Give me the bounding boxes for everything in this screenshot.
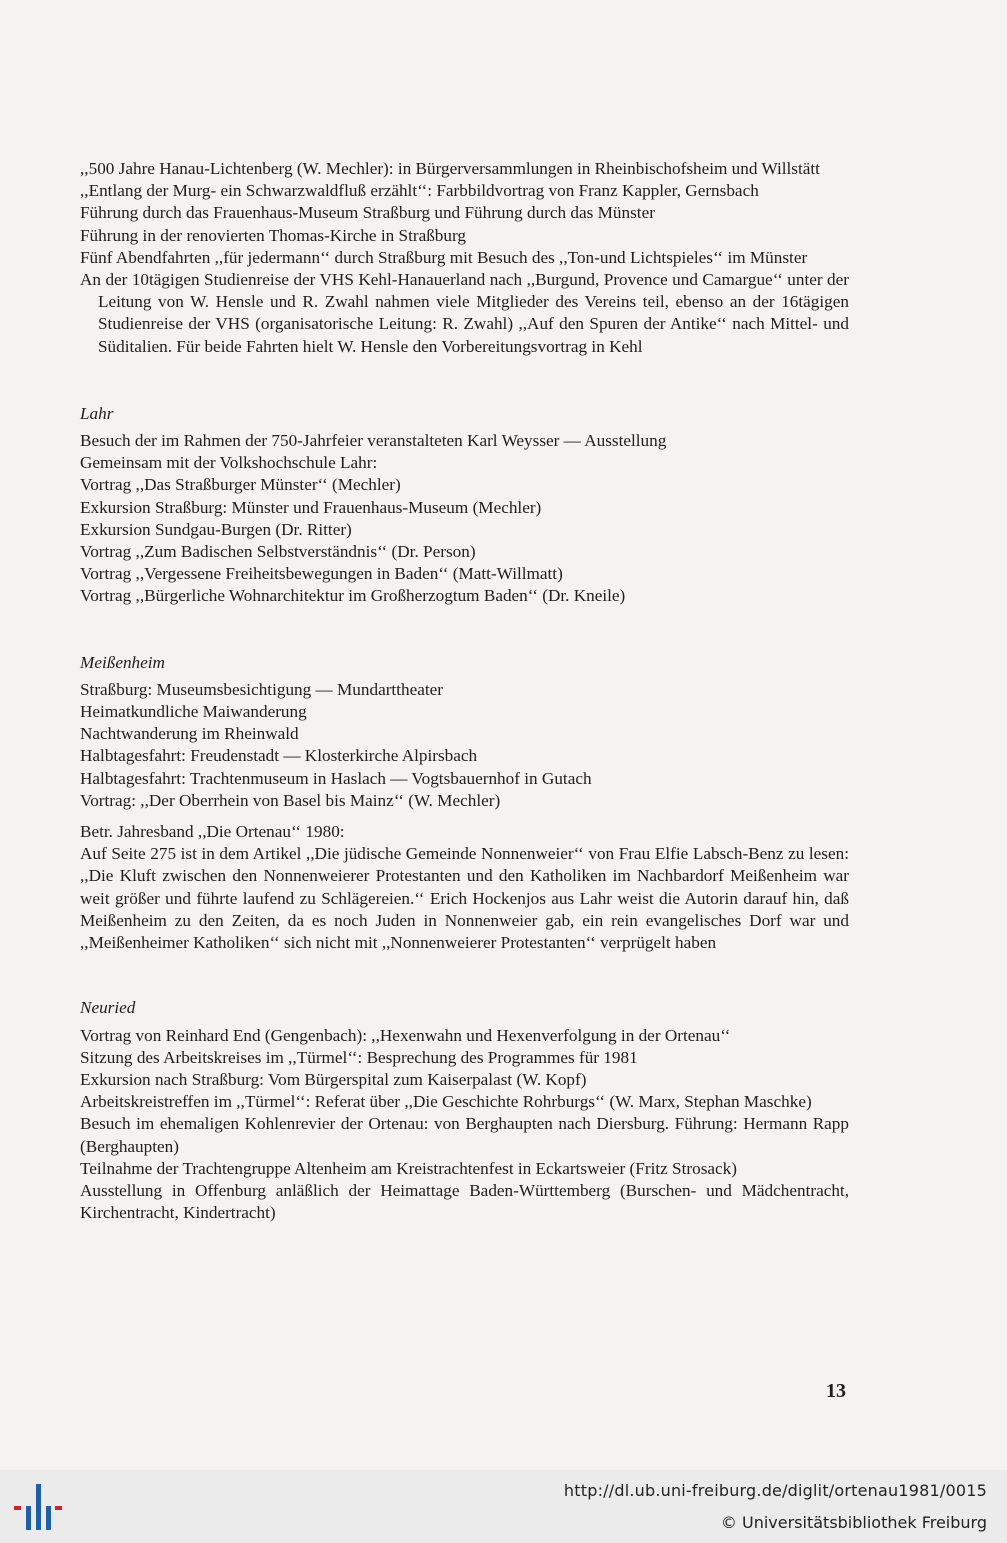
list-item: Nachtwanderung im Rheinwald [80,724,299,744]
list-item: Exkursion Sundgau-Burgen (Dr. Ritter) [80,519,352,539]
list-item: Vortrag ,,Zum Badischen Selbstverständnis‘‘ (Dr. Person) [80,542,476,562]
page-content [80,158,849,1224]
list-item: Ausstellung in Offenburg anläßlich der Heimattage Baden-Württemberg (Burschen- und Mädchentracht, Kirchentracht, Kindertracht) [80,1180,849,1223]
section-title-neuried: Neuried [80,998,136,1018]
section-general [80,158,849,358]
list-item: Heimatkundliche Maiwanderung [80,702,307,722]
section-meissenheim [80,652,849,955]
section-title-lahr: Lahr [80,403,114,423]
footer-bar [0,1470,1007,1543]
list-item: Halbtagesfahrt: Trachtenmuseum in Haslach — Vogtsbauernhof in Gutach [80,768,592,788]
list-item: Besuch der im Rahmen der 750-Jahrfeier veranstalteten Karl Weysser — Ausstellung [80,431,667,451]
list-item: Vortrag ,,Bürgerliche Wohnarchitektur im Großherzogtum Baden‘‘ (Dr. Kneile) [80,586,626,606]
list-item: Vortrag von Reinhard End (Gengenbach): ,,Hexenwahn und Hexenverfolgung in der Ortenau‘‘ [80,1025,731,1045]
list-item: ,,500 Jahre Hanau-Lichtenberg (W. Mechler): in Bürgerversammlungen in Rheinbischofsheim und Willstätt [80,159,820,178]
note-body: Auf Seite 275 ist in dem Artikel ,,Die jüdische Gemeinde Nonnenweier‘‘ von Frau Elfie Labsch-Benz zu lesen: ,,Die Kluft zwischen den Nonnenweierer Protestanten und den Katholiken im Nachbardorf Meißenheim war weit größer und führte laufend zu Schlägereien.‘‘ Erich Hockenjos aus Lahr weist die Autorin darauf hin, daß Meißenheim zu den Zeiten, da es noch Juden in Nonnenweier gab, ein rein evangelisches Dorf war und ,,Meißenheimer Katholiken‘‘ sich nicht mit ,,Nonnenweierer Protestanten‘‘ verprügelt haben [80,844,849,953]
list-item: Halbtagesfahrt: Freudenstadt — Klosterkirche Alpirsbach [80,746,478,766]
list-item: Führung durch das Frauenhaus-Museum Straßburg und Führung durch das Münster [80,203,655,223]
ub-freiburg-logo-icon[interactable] [14,1482,64,1532]
copyright-notice: © Universitätsbibliothek Freiburg [720,1513,987,1532]
list-item: Vortrag: ,,Der Oberrhein von Basel bis Mainz‘‘ (W. Mechler) [80,790,501,810]
section-neuried [80,997,849,1224]
spacer [80,812,849,821]
list-item: Vortrag ,,Vergessene Freiheitsbewegungen in Baden‘‘ (Matt-Willmatt) [80,564,563,584]
list-item: Gemeinsam mit der Volkshochschule Lahr: [80,453,378,473]
list-item: Exkursion Straßburg: Münster und Frauenhaus-Museum (Mechler) [80,497,542,517]
list-item: Sitzung des Arbeitskreises im ,,Türmel‘‘: Besprechung des Programmes für 1981 [80,1047,638,1067]
list-item: Teilnahme der Trachtengruppe Altenheim am Kreistrachtenfest in Eckartsweier (Fritz Strosack) [80,1158,737,1178]
list-item: ,,Entlang der Murg- ein Schwarzwaldfluß erzählt‘‘: Farbbildvortrag von Franz Kappler, Gernsbach [80,181,759,201]
list-item: Vortrag ,,Das Straßburger Münster‘‘ (Mechler) [80,475,401,495]
note-heading: Betr. Jahresband ,,Die Ortenau‘‘ 1980: [80,822,345,842]
list-item: Fünf Abendfahrten ,,für jedermann‘‘ durch Straßburg mit Besuch des ,,Ton-und Lichtspieles‘‘ im Münster [80,247,808,267]
section-lahr [80,403,849,608]
list-item: Arbeitskreistreffen im ,,Türmel‘‘: Referat über ,,Die Geschichte Rohrburgs‘‘ (W. Marx, Stephan Maschke) [80,1092,812,1112]
permalink-url[interactable]: http://dl.ub.uni-freiburg.de/diglit/ortenau1981/0015 [563,1481,987,1500]
list-item: Exkursion nach Straßburg: Vom Bürgerspital zum Kaiserpalast (W. Kopf) [80,1069,587,1089]
page-number: 13 [826,1380,846,1402]
list-item: Straßburg: Museumsbesichtigung — Mundarttheater [80,679,443,699]
section-title-meissenheim: Meißenheim [80,652,165,672]
list-item: Führung in der renovierten Thomas-Kirche in Straßburg [80,225,466,245]
list-item: An der 10tägigen Studienreise der VHS Kehl-Hanauerland nach ,,Burgund, Provence und Camargue‘‘ unter der Leitung von W. Hensle und R. Zwahl nahmen viele Mitglieder des Vereins teil, ebenso an der 16tägigen Studienreise der VHS (organisatorische Leitung: R. Zwahl) ,,Auf den Spuren der Antike‘‘ nach Mittel- und Süditalien. Für beide Fahrten hielt W. Hensle den Vorbereitungsvortrag in Kehl [80,270,849,356]
list-item: Besuch im ehemaligen Kohlenrevier der Ortenau: von Berghaupten nach Diersburg. Führung: Hermann Rapp (Berghaupten) [80,1114,849,1156]
